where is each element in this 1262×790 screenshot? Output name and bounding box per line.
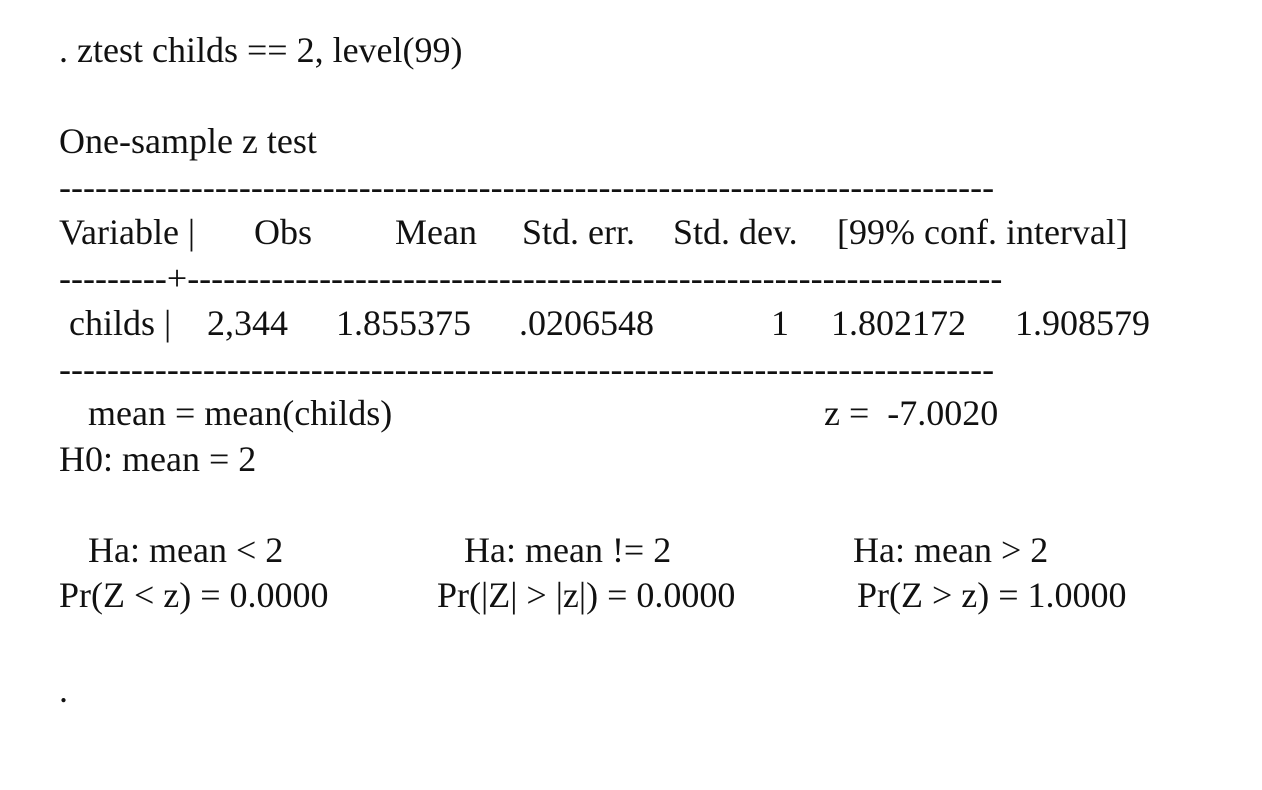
z-statistic: z = -7.0020 <box>824 393 999 433</box>
row-ci-high: 1.908579 <box>1015 303 1150 343</box>
row-variable: childs | <box>69 303 172 343</box>
header-obs: Obs <box>254 212 313 252</box>
header-mean: Mean <box>395 212 477 252</box>
test-title: One-sample z test <box>59 121 317 161</box>
table-rule-top: ------------------------------------------------------------------------------ <box>59 169 995 205</box>
ha-greater-than: Ha: mean > 2 <box>853 530 1049 570</box>
command-prompt[interactable]: . <box>59 670 68 710</box>
p-value-greater-than: Pr(Z > z) = 1.0000 <box>857 575 1127 615</box>
row-mean: 1.855375 <box>336 303 471 343</box>
table-rule-mid: ---------+-------------------------------------------------------------------- <box>59 260 1003 296</box>
header-std-err: Std. err. <box>522 212 635 252</box>
p-value-two-sided: Pr(|Z| > |z|) = 0.0000 <box>437 575 736 615</box>
ha-not-equal: Ha: mean != 2 <box>464 530 672 570</box>
header-variable: Variable | <box>59 212 196 252</box>
header-conf-interval: [99% conf. interval] <box>837 212 1128 252</box>
p-value-less-than: Pr(Z < z) = 0.0000 <box>59 575 329 615</box>
ha-less-than: Ha: mean < 2 <box>88 530 284 570</box>
row-ci-low: 1.802172 <box>831 303 966 343</box>
row-std-dev: 1 <box>771 303 789 343</box>
row-obs: 2,344 <box>207 303 288 343</box>
table-rule-bottom: ------------------------------------------------------------------------------ <box>59 351 995 387</box>
null-hypothesis: H0: mean = 2 <box>59 439 257 479</box>
header-std-dev: Std. dev. <box>673 212 798 252</box>
row-std-err: .0206548 <box>519 303 654 343</box>
mean-definition: mean = mean(childs) <box>88 393 393 433</box>
command-line: . ztest childs == 2, level(99) <box>59 30 463 70</box>
